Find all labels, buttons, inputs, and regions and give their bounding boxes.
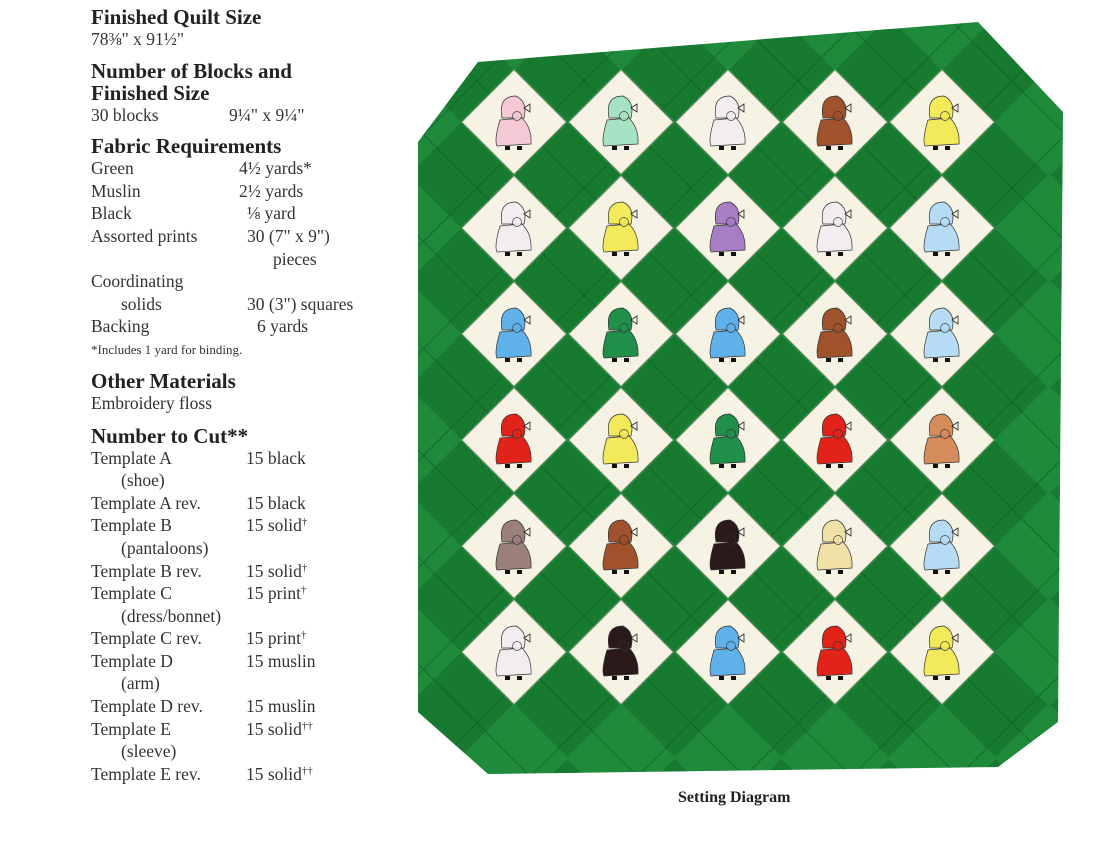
fabric-label: Muslin <box>91 180 141 201</box>
cut-mark: † <box>301 561 308 574</box>
cut-row <box>91 718 411 741</box>
cut-mark: †† <box>301 719 313 732</box>
fabric-label: Green <box>91 158 134 179</box>
fabric-label: Backing <box>91 316 150 337</box>
cut-qty: 15 black <box>246 447 306 468</box>
cut-mark: †† <box>301 764 313 777</box>
fabric-amount: 30 (7" x 9") <box>247 225 330 246</box>
fabric-row <box>91 157 411 180</box>
cut-qty: 15 muslin <box>246 696 316 717</box>
fabric-amount: 6 yards <box>257 316 309 337</box>
fabric-row-cont <box>91 293 411 316</box>
fabric-heading: Fabric Requirements <box>91 134 282 159</box>
cut-label: Template C rev. <box>91 628 202 649</box>
fabric-amount: 30 (3") squares <box>247 293 354 314</box>
cut-row <box>91 627 411 650</box>
fabric-amount: 4½ yards* <box>239 158 312 179</box>
materials-panel <box>91 6 411 785</box>
cut-row <box>91 447 411 470</box>
fabric-row <box>91 270 411 293</box>
cut-heading: Number to Cut** <box>91 423 249 448</box>
cut-qty: 15 muslin <box>246 650 316 671</box>
cut-sublabel: (shoe) <box>121 470 165 491</box>
cut-row <box>91 650 411 673</box>
cut-sublabel: (arm) <box>121 673 160 694</box>
cut-qty: 15 print† <box>246 628 307 649</box>
blocks-row <box>91 104 411 127</box>
blocks-size: 9¼" x 9¼" <box>229 104 305 125</box>
cut-label: Template D <box>91 650 173 671</box>
cut-label: Template D rev. <box>91 696 203 717</box>
diagram-caption: Setting Diagram <box>678 789 791 806</box>
cut-row-sub <box>91 672 411 695</box>
cut-row-sub <box>91 740 411 763</box>
fabric-amount: 2½ yards <box>239 180 304 201</box>
fabric-footnote: *Includes 1 yard for binding. <box>91 341 243 357</box>
cut-qty: 15 print† <box>246 583 307 604</box>
cut-mark: † <box>300 584 307 597</box>
cut-row-sub <box>91 537 411 560</box>
cut-row <box>91 492 411 515</box>
cut-list <box>91 447 411 786</box>
fabric-label-cont: solids <box>121 293 162 314</box>
fabric-amount-cont: pieces <box>273 248 317 269</box>
cut-mark: † <box>301 516 308 529</box>
fabric-row <box>91 225 411 248</box>
cut-row-sub <box>91 605 411 628</box>
cut-label: Template E rev. <box>91 763 201 784</box>
cut-qty: 15 solid†† <box>246 763 313 784</box>
blocks-heading-cont: Finished Size <box>91 80 210 105</box>
cut-label: Template C <box>91 583 172 604</box>
cut-row <box>91 763 411 786</box>
blocks-heading: Number of Blocks and <box>91 58 292 83</box>
fabric-amount: ⅛ yard <box>247 203 296 224</box>
cut-row <box>91 560 411 583</box>
cut-row-sub <box>91 469 411 492</box>
cut-sublabel: (dress/bonnet) <box>121 605 222 626</box>
cut-row <box>91 582 411 605</box>
fabric-label: Coordinating <box>91 271 184 292</box>
cut-label: Template B rev. <box>91 560 202 581</box>
fabric-label: Assorted prints <box>91 225 198 246</box>
fabric-row <box>91 202 411 225</box>
cut-label: Template B <box>91 515 172 536</box>
cut-sublabel: (sleeve) <box>121 741 177 762</box>
quilt-size-heading: Finished Quilt Size <box>91 5 262 29</box>
other-heading: Other Materials <box>91 368 236 393</box>
cut-label: Template E <box>91 718 171 739</box>
fabric-row <box>91 180 411 203</box>
fabric-row <box>91 315 411 338</box>
cut-row <box>91 695 411 718</box>
cut-mark: † <box>300 629 307 642</box>
cut-sublabel: (pantaloons) <box>121 537 209 558</box>
other-item: Embroidery floss <box>91 392 213 413</box>
fabric-row-cont <box>91 248 411 271</box>
blocks-count: 30 blocks <box>91 104 159 125</box>
setting-diagram <box>418 22 1068 782</box>
cut-qty: 15 solid† <box>246 515 308 536</box>
cut-qty: 15 solid†† <box>246 718 313 739</box>
cut-label: Template A rev. <box>91 492 201 513</box>
cut-row <box>91 514 411 537</box>
fabric-label: Black <box>91 203 132 224</box>
cut-qty: 15 black <box>246 492 306 513</box>
cut-label: Template A <box>91 447 172 468</box>
cut-qty: 15 solid† <box>246 560 308 581</box>
quilt-size-value: 78⅜" x 91½" <box>91 29 185 49</box>
